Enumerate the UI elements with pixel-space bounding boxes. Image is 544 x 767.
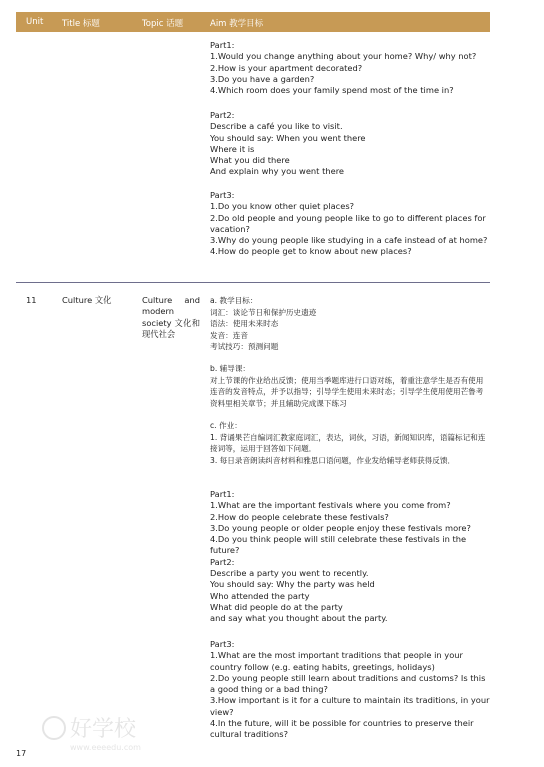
watermark-url: www.eeeedu.com — [70, 743, 141, 752]
teaching-goals: a. 教学目标： 词汇：谈论节日和保护历史遗迹 语法：使用未来时态 发音：连音 考试技巧：预测问题 — [210, 296, 317, 352]
watermark-brand: 好学校 — [70, 717, 137, 742]
homework-notes: c. 作业： 1. 背诵果芒自编词汇教家庭词汇，表达，词伙，习语，新闻知识库，语篇标记和连接词等，运用于回答如下问题． 3. 每日录音朗读纠音材料和雅思口语问题，作业发给辅导老师获得反馈． — [210, 421, 486, 465]
unit11-part1-part2: Part1: 1.What are the important festivals where you come from? 2.How do people celebrate these festivals? 3.Do young people or older people enjoy these festivals more? 4.Do you think people will still celebrate these festivals in the future? Part2: Describe a party you went to recently. You should say: Why the party was held Who attended the party What did people do at the party and say what you thought about the party. — [210, 489, 471, 624]
page-number: 17 — [16, 749, 27, 758]
unit-title: Culture 文化 — [62, 295, 112, 305]
table-header — [16, 12, 490, 32]
header-unit: Unit — [26, 17, 44, 27]
unit10-part3: Part3: 1.Do you know other quiet places? 2.Do old people and young people like to go to different places for vacation? 3.Why do young people like studying in a cafe instead of at home? 4.How do people get to know about new places? — [210, 190, 488, 257]
header-topic: Topic 话题 — [142, 19, 184, 29]
header-title: Title 标题 — [62, 19, 100, 29]
tutorial-notes: b. 辅导课： 对上节课的作业给出反馈；使用当季题库进行口语对练，着重注意学生是否有使用连音的发音特点，并予以指导；引导学生使用未来时态；引导学生使用使用芒鲁考资料里相关章节；并且辅助完成课下练习 — [210, 364, 484, 408]
watermark-logo — [40, 706, 160, 756]
row-divider — [16, 282, 490, 283]
unit10-part2: Part2: Describe a café you like to visit. You should say: When you went there Where it is What you did there And explain why you went there — [210, 110, 366, 177]
unit10-part1: Part1: 1.Would you change anything about your home? Why/ why not? 2.How is your apartment decorated? 3.Do you have a garden? 4.Which room does your family spend most of the time in? — [210, 40, 477, 96]
unit-topic: Culture and modern society 文化和现代社会 — [142, 295, 200, 339]
header-aim: Aim 教学目标 — [210, 19, 264, 29]
unit11-part3: Part3: 1.What are the most important traditions that people in your country follow (e.g. eating habits, greetings, holidays) 2.Do young people still learn about traditions and customs? Is this a good thing or a bad thing? 3.How important is it for a culture to maintain its traditions, in your view? 4.In the future, will it be possible for countries to preserve their cultural traditions? — [210, 639, 490, 740]
unit-number: 11 — [26, 295, 37, 305]
